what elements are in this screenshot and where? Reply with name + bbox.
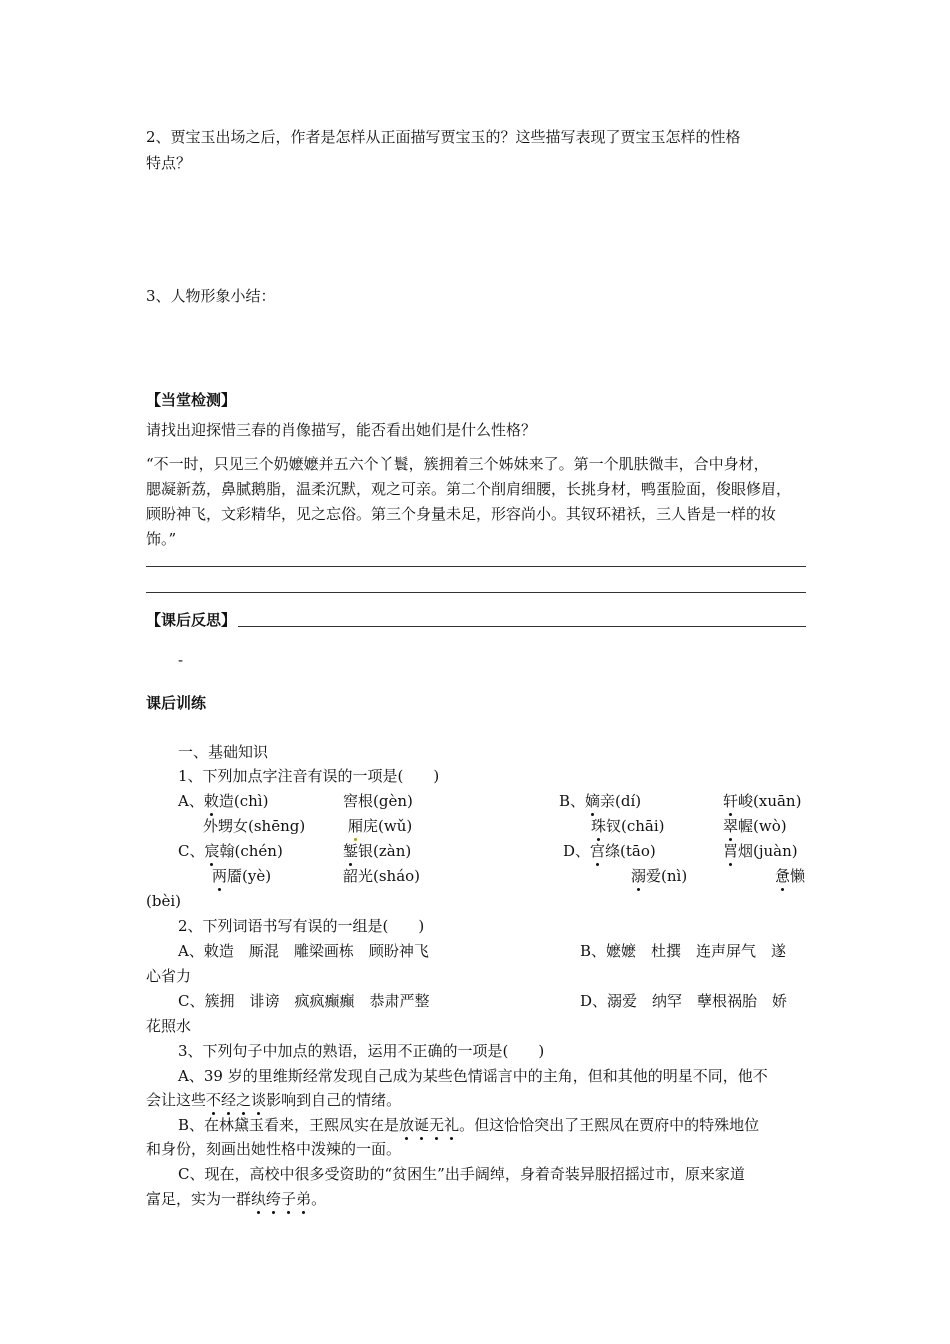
- pinyin-text: 翰(chén): [219, 842, 283, 860]
- label: C、: [178, 842, 205, 860]
- stray-dash: -: [178, 651, 184, 669]
- reflection-line: [238, 626, 806, 627]
- q1-option-d-item-4-pinyin: (bèi): [146, 892, 181, 910]
- q1-option-c-item-4: 韶光(sháo): [343, 867, 421, 885]
- q2-option-d-continued: 花照水: [146, 1017, 192, 1035]
- text: 。但这恰恰突出了王熙凤在贾府中的特殊地位: [459, 1116, 760, 1134]
- question-2-line-2: 特点？: [146, 154, 192, 172]
- q3-option-a-line-1: A、39 岁的里维斯经常发现自己成为某些色情谣言中的主角，但和其他的明星不同，他不: [178, 1067, 768, 1085]
- dotted-char: 经: [221, 1091, 237, 1109]
- dotted-char: 錾: [343, 842, 359, 860]
- dotted-char: 两: [212, 867, 228, 885]
- q1-option-c-item-3: [212, 866, 271, 886]
- pinyin-text: 爱(nì): [646, 867, 688, 885]
- q3-option-a-line-2: [146, 1090, 401, 1110]
- dotted-char: 翠: [723, 817, 739, 835]
- pinyin-text: 亲(dí): [600, 792, 642, 810]
- text: 富足，实为一群: [146, 1190, 252, 1208]
- pinyin-text: 烟(juàn): [738, 842, 798, 860]
- dotted-char: 敕: [203, 792, 219, 810]
- answer-line-1: [146, 566, 806, 567]
- q3-option-b-line-2: 和身份，刻画出她性格中泼辣的一面。: [146, 1140, 402, 1158]
- q1-option-d-item-1: [563, 841, 656, 861]
- dotted-char: 之: [236, 1091, 252, 1109]
- dotted-char: 宸: [204, 842, 220, 860]
- dotted-char: 嫡: [585, 792, 601, 810]
- dotted-char: 轩: [723, 792, 739, 810]
- q1-option-b-item-1: [559, 791, 641, 811]
- question-3: 3、人物形象小结：: [146, 287, 276, 305]
- q3-option-c-line-2: [146, 1189, 326, 1209]
- dotted-char: 惫: [775, 867, 791, 885]
- text: B、在林黛玉看来，王熙凤实在是: [178, 1116, 400, 1134]
- question-2-line-1: 2、贾宝玉出场之后，作者是怎样从正面描写贾宝玉的？这些描写表现了贾宝玉怎样的性格: [146, 128, 741, 146]
- pinyin-text: 银(zàn): [358, 842, 412, 860]
- pinyin-text: 造(chì): [218, 792, 269, 810]
- text: 。: [311, 1190, 327, 1208]
- passage-line-3: 顾盼神飞，文彩精华，见之忘俗。第三个身量未足，形容尚小。其钗环裙袄，三人皆是一样的妆: [146, 505, 777, 523]
- dotted-char: 子: [281, 1190, 297, 1208]
- q2-option-d: D、溺爱 纳罕 孽根祸胎 娇: [580, 992, 788, 1010]
- label: D、: [563, 842, 591, 860]
- q3-option-c-line-1: C、现在，高校中很多受资助的“贫困生”出手阔绰，身着奇装异服招摇过市，原来家道: [178, 1165, 745, 1183]
- q1-option-d-item-4: [775, 866, 805, 886]
- q1-option-c-item-1: [178, 841, 283, 861]
- label: A、: [178, 792, 204, 810]
- check-heading: 【当堂检测】: [146, 391, 237, 409]
- q1-option-b-item-4: [723, 816, 787, 836]
- dotted-char: 溺: [631, 867, 647, 885]
- dotted-char: 纨: [251, 1190, 267, 1208]
- pinyin-text: 绦(tāo): [605, 842, 656, 860]
- dotted-char: 罥: [723, 842, 739, 860]
- dotted-idiom: [399, 1116, 459, 1134]
- q2-option-a: A、敕造 厮混 雕梁画栋 顾盼神飞: [178, 942, 429, 960]
- dotted-char: 谈: [251, 1091, 267, 1109]
- q2-stem: 2、下列词语书写有误的一组是( ): [178, 917, 425, 935]
- pinyin-text: 幄(wò): [738, 817, 787, 835]
- q2-option-b: B、嬷嬷 杜撰 连声屏气 遂: [580, 942, 787, 960]
- q1-option-a-item-1: [178, 791, 268, 811]
- q1-option-a-item-3: 外甥女(shēng): [203, 817, 306, 835]
- pinyin-text: 峻(xuān): [738, 792, 802, 810]
- q1-option-a-item-4: [348, 816, 412, 836]
- pinyin-text: 庑(wǔ): [363, 817, 413, 835]
- q1-option-d-item-2: [723, 841, 798, 861]
- text: 会让这些: [146, 1091, 207, 1109]
- q2-option-b-continued: 心省力: [146, 967, 192, 985]
- passage-line-2: 腮凝新荔，鼻腻鹅脂，温柔沉默，观之可亲。第二个削肩细腰，长挑身材，鸭蛋脸面，俊眼修眉，: [146, 480, 792, 498]
- q1-option-b-item-3: [591, 816, 665, 836]
- text: 影响到自己的情绪。: [266, 1091, 402, 1109]
- dotted-char: 诞: [414, 1116, 430, 1134]
- dotted-char: 绔: [266, 1190, 282, 1208]
- dotted-char: 珠: [591, 817, 607, 835]
- dotted-char: 不: [206, 1091, 222, 1109]
- answer-line-2: [146, 592, 806, 593]
- dotted-idiom: [206, 1091, 266, 1109]
- passage-line-1: “不一时，只见三个奶嬷嬷并五六个丫鬟，簇拥着三个姊妹来了。第一个肌肤微丰，合中身材，: [146, 455, 769, 473]
- passage-line-4: 饰。”: [146, 530, 177, 548]
- label: B、: [559, 792, 586, 810]
- q2-option-c: C、簇拥 诽谤 疯疯癫癫 恭肃严整: [178, 992, 430, 1010]
- dotted-char: 厢: [348, 817, 364, 835]
- dotted-char: 宫: [590, 842, 606, 860]
- pinyin-text: 靥(yè): [227, 867, 272, 885]
- dotted-char: 放: [399, 1116, 415, 1134]
- q3-option-b-line-1: [178, 1115, 759, 1135]
- dotted-char: 礼: [444, 1116, 460, 1134]
- q1-option-c-item-2: [343, 841, 411, 861]
- section-basic-knowledge: 一、基础知识: [178, 743, 269, 761]
- q3-stem: 3、下列句子中加点的熟语，运用不正确的一项是( ): [178, 1042, 545, 1060]
- q1-stem: 1、下列加点字注音有误的一项是( ): [178, 767, 440, 785]
- q1-option-d-item-3: [631, 866, 687, 886]
- pinyin-text: 钗(chāi): [606, 817, 665, 835]
- dotted-idiom: [251, 1190, 311, 1208]
- dotted-char: 弟: [296, 1190, 312, 1208]
- q1-option-a-item-2: 窖根(gèn): [343, 792, 413, 810]
- q1-option-b-item-2: [723, 791, 801, 811]
- training-heading: 课后训练: [146, 694, 207, 712]
- check-prompt: 请找出迎探惜三春的肖像描写，能否看出她们是什么性格？: [146, 421, 537, 439]
- reflection-heading: 【课后反思】: [146, 611, 237, 629]
- dotted-char: 无: [429, 1116, 445, 1134]
- pinyin-text: 懒: [790, 867, 806, 885]
